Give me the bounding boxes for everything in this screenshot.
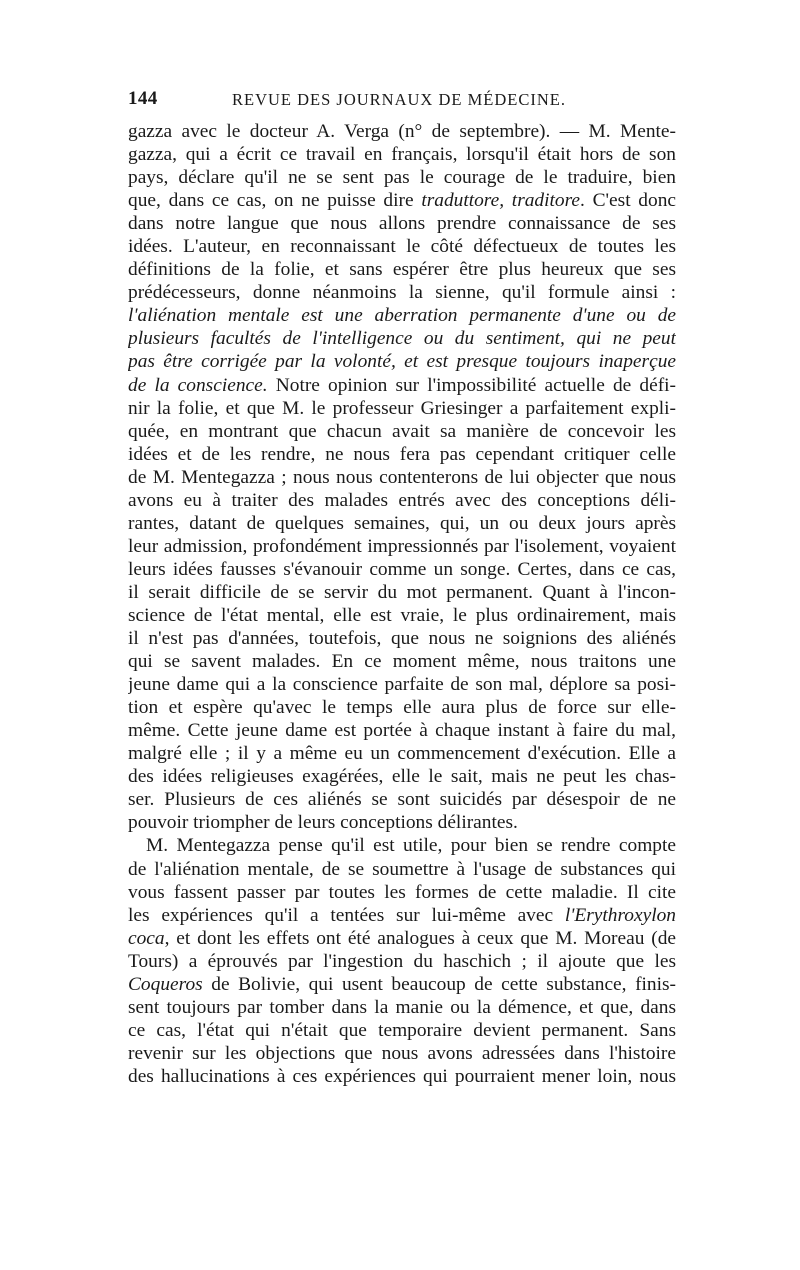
text-run: . C'est donc [580,190,676,212]
text-line: gazza, qui a écrit ce travail en français, lorsqu'il était hors de son [128,144,676,166]
text-line: ser. Plusieurs de ces aliénés se sont suicidés par désespoir de ne [128,789,676,811]
text-line: idées. L'auteur, en reconnaissant le côté défectueux de toutes les [128,236,676,258]
text-line: malgré elle ; il y a même eu un commencement d'exécution. Elle a [128,743,676,765]
text-line [128,927,676,950]
text-line: pouvoir triompher de leurs conceptions délirantes. [128,812,518,834]
text-line: il serait difficile de se servir du mot permanent. Quant à l'incon- [128,581,676,603]
paragraph-1 [128,120,676,834]
text-line: de l'aliénation mentale, de se soumettre à l'usage de substances qui [128,858,676,880]
definition-line: l'aliénation mentale est une aberration permanente d'une ou de [128,305,676,327]
definition-line: pas être corrigée par la volonté, et est presque toujours inaperçue [128,351,676,373]
text-line: définitions de la folie, et sans espérer être plus heureux que ses [128,259,676,281]
running-head [128,88,676,120]
text-line: même. Cette jeune dame est portée à chaque instant à faire du mal, [128,720,676,742]
text-line: leur admission, profondément impressionnés par l'isolement, voyaient [128,535,676,557]
book-page [128,88,676,1088]
text-run: les expériences qu'il a tentées sur lui-même avec [128,904,565,926]
text-line: rantes, datant de quelques semaines, qui, un ou deux jours après [128,512,676,534]
page-number: 144 [128,88,158,109]
text-line: nir la folie, et que M. le professeur Griesinger a parfaitement expli- [128,397,676,419]
text-run: , et dont les effets ont été analogues à ceux que M. Moreau (de [164,927,676,949]
text-line: jeune dame qui a la conscience parfaite de son mal, déplore sa posi- [128,674,676,696]
running-head-title: REVUE DES JOURNAUX DE MÉDECINE. [232,90,566,109]
text-line: idées et de les rendre, ne nous fera pas cependant critiquer celle [128,443,676,465]
text-line: science de l'état mental, elle est vraie, le plus ordinairement, mais [128,604,676,626]
text-line: prédécesseurs, donne néanmoins la sienne, qu'il formule ainsi : [128,282,676,304]
text-line: des idées religieuses exagérées, elle le sait, mais ne peut les chas- [128,766,676,788]
text-line: tion et espère qu'avec le temps elle aura plus de force sur elle- [128,697,676,719]
text-line [128,374,676,397]
text-line: Tours) a éprouvés par l'ingestion du haschich ; il ajoute que les [128,950,676,972]
text-line: gazza avec le docteur A. Verga (n° de septembre). — M. Mente- [128,121,676,142]
text-line: dans notre langue que nous allons prendre connaissance de ses [128,213,676,235]
paragraph-2 [128,834,676,1088]
definition-line: plusieurs facultés de l'intelligence ou du sentiment, qui ne peut [128,328,676,350]
text-run: de Bolivie, qui usent beaucoup de cette substance, finis- [202,973,676,995]
text-line: leurs idées fausses s'évanouir comme un songe. Certes, dans ce cas, [128,558,676,580]
definition-end: de la conscience. [128,374,268,396]
species-name: l'Erythroxylon [564,904,676,926]
text-line [128,904,676,927]
text-line: vous fassent passer par toutes les formes de cette maladie. Il cite [128,881,676,903]
text-line: sent toujours par tomber dans la manie ou la démence, et que, dans [128,996,676,1018]
text-run: que, dans ce cas, on ne puisse dire [128,190,422,212]
text-line: revenir sur les objections que nous avons adressées dans l'histoire [128,1042,676,1064]
text-line: de M. Mentegazza ; nous nous contenterons de lui objecter que nous [128,466,676,488]
text-line [128,973,676,996]
text-line: qui se savent malades. En ce moment même, nous traitons une [128,651,676,673]
text-line [128,189,676,212]
text-line: M. Mentegazza pense qu'il est utile, pour bien se rendre compte [146,835,676,857]
italic-phrase: traduttore, traditore [421,190,581,212]
text-line: il n'est pas d'années, toutefois, que nous ne soignions des aliénés [128,628,676,650]
text-line: ce cas, l'état qui n'était que temporaire devient permanent. Sans [128,1019,676,1041]
text-line: avons eu à traiter des malades entrés avec des conceptions déli- [128,489,676,511]
text-line: quée, en montrant que chacun avait sa manière de concevoir les [128,420,676,442]
text-run: Notre opinion sur l'impossibilité actuelle de défi- [267,374,676,396]
species-name: coca [128,927,165,949]
text-line: pays, déclare qu'il ne se sent pas le courage de le traduire, bien [128,167,676,189]
body-text [128,120,676,1088]
text-line: des hallucinations à ces expériences qui pourraient mener loin, nous [128,1065,676,1087]
italic-term: Coqueros [128,973,203,995]
